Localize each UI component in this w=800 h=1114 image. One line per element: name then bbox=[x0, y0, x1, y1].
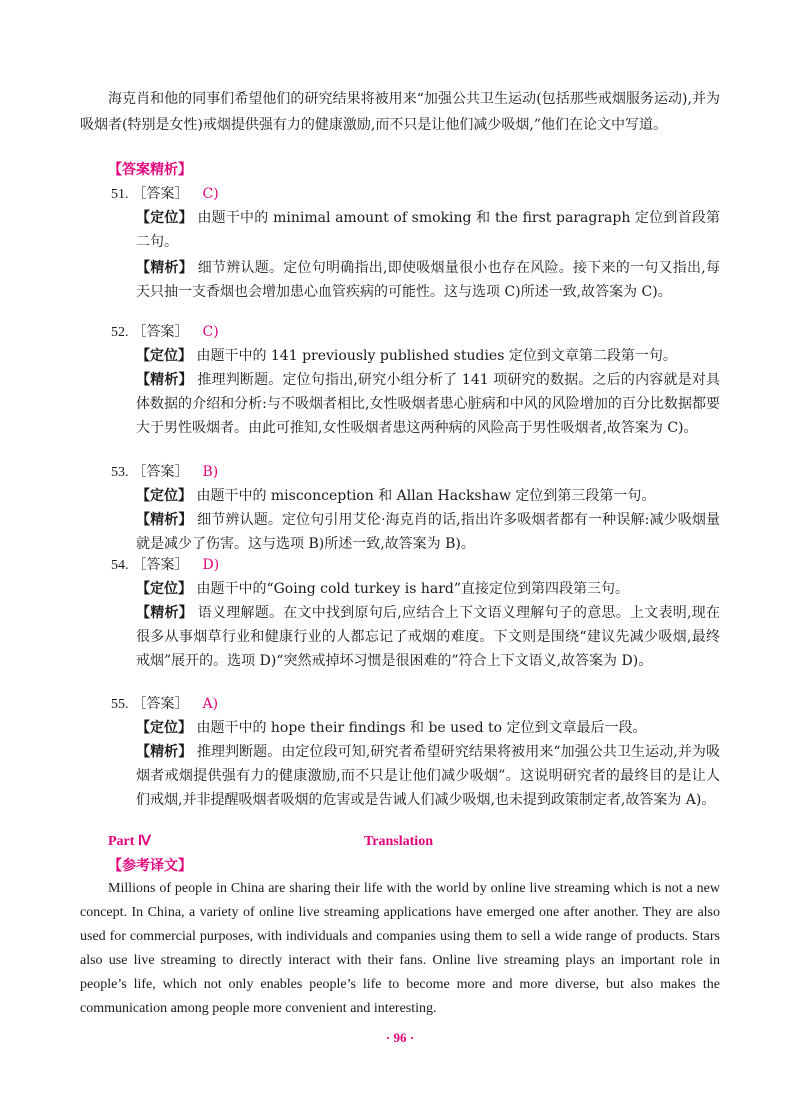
answer-label: ［答案］ bbox=[132, 186, 189, 202]
translation-heading: 【参考译文】 bbox=[108, 858, 192, 874]
locate-label: 【定位】 bbox=[136, 348, 192, 364]
answers-heading: 【答案精析】 bbox=[108, 162, 192, 178]
question-54 bbox=[80, 553, 720, 673]
question-number: 53. bbox=[111, 465, 129, 480]
translation-paragraph: Millions of people in China are sharing their life with the world by online live streaming which is not a new concept. In China, a variety of online live streaming applications have emerged one after another. They are also used for commercial purposes, with individuals and companies using them to sell a wide range of products. Stars also use live streaming to directly interact with their fans. Online live streaming plays an important role in people’s life, which not only enables people’s life to become more and more diverse, but also makes the communication among people more convenient and interesting. bbox=[80, 881, 720, 1016]
analysis-row bbox=[136, 740, 720, 812]
analysis-label: 【精析】 bbox=[136, 372, 193, 388]
question-number: 54. bbox=[111, 558, 129, 573]
analysis-row bbox=[136, 368, 720, 440]
answer-label: ［答案］ bbox=[132, 557, 189, 573]
analysis-label: 【精析】 bbox=[136, 512, 193, 528]
answer-label: ［答案］ bbox=[132, 696, 189, 712]
question-55 bbox=[80, 692, 720, 812]
answer-value: D) bbox=[202, 557, 220, 573]
part-label: Part Ⅳ bbox=[108, 834, 151, 849]
answer-line bbox=[80, 182, 720, 206]
answer-line bbox=[80, 692, 720, 716]
answer-line bbox=[80, 553, 720, 577]
locate-text: 由题干中的 minimal amount of smoking 和 the first paragraph 定位到首段第二句。 bbox=[136, 210, 721, 250]
question-52 bbox=[80, 320, 720, 440]
question-number: 52. bbox=[111, 325, 129, 340]
locate-text: 由题干中的 141 previously published studies 定位到文章第二段第一句。 bbox=[196, 348, 677, 364]
question-53 bbox=[80, 460, 720, 556]
analysis-label: 【精析】 bbox=[136, 744, 193, 760]
locate-label: 【定位】 bbox=[136, 488, 192, 504]
answer-value: C) bbox=[202, 324, 219, 340]
analysis-row bbox=[136, 256, 720, 304]
locate-row bbox=[136, 577, 720, 601]
analysis-label: 【精析】 bbox=[136, 605, 194, 621]
locate-row bbox=[136, 344, 720, 368]
locate-text: 由题干中的 hope their findings 和 be used to 定位到文章最后一段。 bbox=[196, 720, 647, 736]
answer-line bbox=[80, 320, 720, 344]
answer-value: A) bbox=[202, 696, 219, 712]
locate-label: 【定位】 bbox=[136, 720, 192, 736]
locate-text: 由题干中的“Going cold turkey is hard”直接定位到第四段第三句。 bbox=[196, 581, 630, 597]
question-51 bbox=[80, 182, 720, 304]
question-number: 51. bbox=[111, 187, 129, 202]
page-number: · 96 · bbox=[385, 1030, 415, 1045]
question-number: 55. bbox=[111, 697, 129, 712]
locate-text: 由题干中的 misconception 和 Allan Hackshaw 定位到第三段第一句。 bbox=[196, 488, 656, 504]
analysis-row bbox=[136, 508, 720, 556]
analysis-label: 【精析】 bbox=[136, 260, 194, 276]
answer-label: ［答案］ bbox=[132, 464, 189, 480]
answer-label: ［答案］ bbox=[132, 324, 189, 340]
intro-paragraph: 海克肖和他的同事们希望他们的研究结果将被用来“加强公共卫生运动(包括那些戒烟服务运动),并为吸烟者(特别是女性)戒烟提供强有力的健康激励,而不只是让他们减少吸烟,”他们在论文中写道。 bbox=[80, 91, 720, 133]
locate-label: 【定位】 bbox=[136, 210, 193, 226]
analysis-text: 细节辨认题。定位句引用艾伦·海克肖的话,指出许多吸烟者都有一种误解:减少吸烟量就是减少了伤害。这与选项 B)所述一致,故答案为 B)。 bbox=[136, 512, 721, 552]
analysis-text: 推理判断题。由定位段可知,研究者希望研究结果将被用来“加强公共卫生运动,并为吸烟者戒烟提供强有力的健康激励,而不只是让他们减少吸烟”。这说明研究者的最终目的是让人们戒烟,并非提醒吸烟者吸烟的危害或是告诫人们减少吸烟,也未提到政策制定者,故答案为 A)。 bbox=[136, 744, 720, 808]
answer-value: C) bbox=[202, 186, 219, 202]
analysis-row bbox=[136, 601, 720, 673]
analysis-text: 语义理解题。在文中找到原句后,应结合上下文语义理解句子的意思。上文表明,现在很多从事烟草行业和健康行业的人都忘记了戒烟的难度。下文则是围绕“建议先减少吸烟,最终戒烟”展开的。选项 D)“突然戒掉坏习惯是很困难的”符合上下文语义,故答案为 D)。 bbox=[136, 605, 721, 669]
locate-label: 【定位】 bbox=[136, 581, 192, 597]
answer-value: B) bbox=[202, 464, 219, 480]
locate-row bbox=[136, 206, 720, 254]
analysis-text: 细节辨认题。定位句明确指出,即使吸烟量很小也存在风险。接下来的一句又指出,每天只抽一支香烟也会增加患心血管疾病的可能性。这与选项 C)所述一致,故答案为 C)。 bbox=[136, 260, 721, 300]
answer-line bbox=[80, 460, 720, 484]
part-heading bbox=[108, 830, 728, 854]
analysis-text: 推理判断题。定位句指出,研究小组分析了 141 项研究的数据。之后的内容就是对具体数据的介绍和分析:与不吸烟者相比,女性吸烟者患心脏病和中风的风险增加的百分比数据都要大于男性吸烟者。由此可推知,女性吸烟者患这两种病的风险高于男性吸烟者,故答案为 C)。 bbox=[136, 372, 721, 436]
locate-row bbox=[136, 716, 720, 740]
locate-row bbox=[136, 484, 720, 508]
part-title: Translation bbox=[364, 834, 433, 849]
